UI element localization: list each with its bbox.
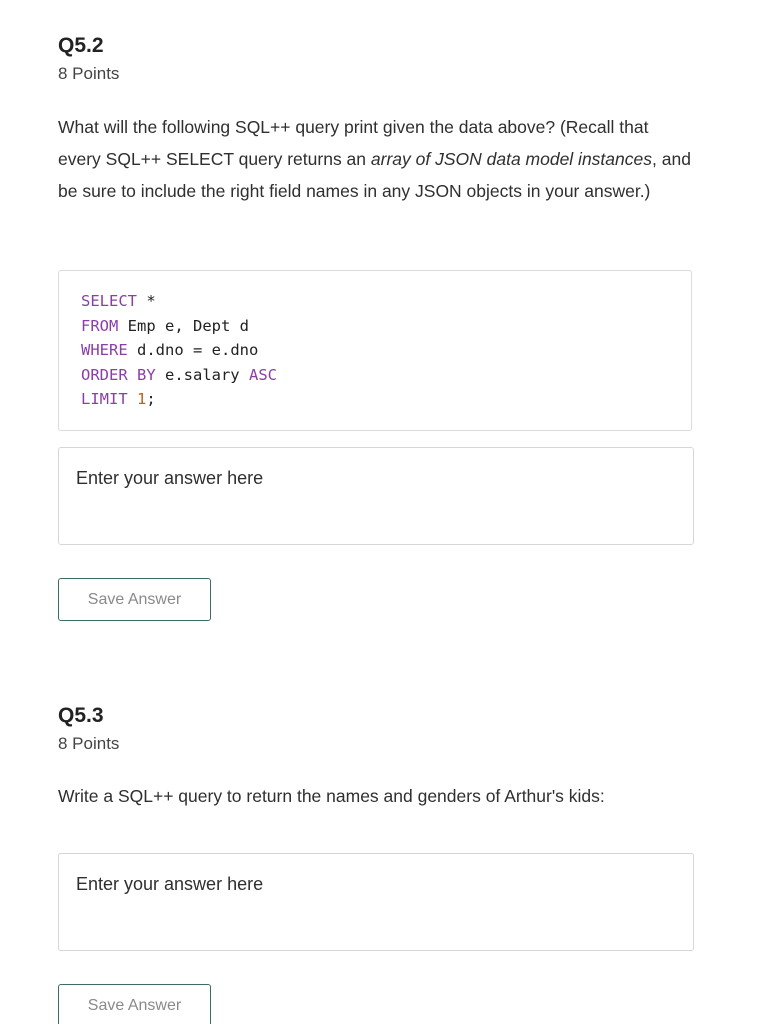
code-keyword: ASC	[248, 365, 277, 384]
code-keyword: LIMIT	[81, 390, 128, 408]
code-text: *	[137, 292, 156, 310]
save-answer-button[interactable]	[58, 578, 211, 621]
code-number: 1	[127, 390, 147, 408]
save-answer-label: Save Answer	[87, 996, 182, 1014]
code-text: ;	[146, 390, 156, 408]
answer-input[interactable]	[58, 447, 694, 545]
question-points: 8 Points	[58, 734, 120, 753]
question-5-3	[58, 703, 694, 1024]
question-title: Q5.2	[58, 34, 104, 57]
answer-placeholder: Enter your answer here	[76, 468, 264, 488]
code-text: Emp e, Dept d	[118, 316, 249, 335]
prompt-text: , and be sure to include the right field names in any JSON objects in your answer.)	[58, 149, 691, 201]
prompt-text: What will the following SQL++ query print given the data above? (Recall that every SQL++ SELECT query returns an	[58, 117, 649, 169]
prompt-emphasis: array of JSON data model instances	[370, 149, 652, 169]
question-prompt: Write a SQL++ query to return the names and genders of Arthur's kids:	[58, 786, 605, 806]
question-points: 8 Points	[58, 64, 120, 83]
code-keyword: WHERE	[81, 341, 128, 359]
question-prompt	[58, 111, 694, 207]
code-line	[81, 314, 669, 339]
code-line	[81, 289, 669, 314]
code-keyword: SELECT	[81, 292, 137, 310]
save-answer-button[interactable]	[58, 984, 211, 1024]
sql-code-block	[58, 270, 692, 431]
save-answer-label: Save Answer	[87, 590, 182, 608]
code-line	[81, 363, 669, 388]
code-keyword: FROM	[81, 316, 119, 335]
question-title: Q5.3	[58, 704, 104, 727]
code-keyword: ORDER BY	[81, 365, 156, 384]
code-line	[81, 387, 669, 412]
answer-input[interactable]	[58, 853, 694, 951]
code-text: d.dno = e.dno	[127, 341, 259, 359]
code-line	[81, 338, 669, 363]
answer-placeholder: Enter your answer here	[76, 874, 264, 894]
question-5-2	[58, 33, 694, 633]
code-text: e.salary	[155, 365, 249, 384]
